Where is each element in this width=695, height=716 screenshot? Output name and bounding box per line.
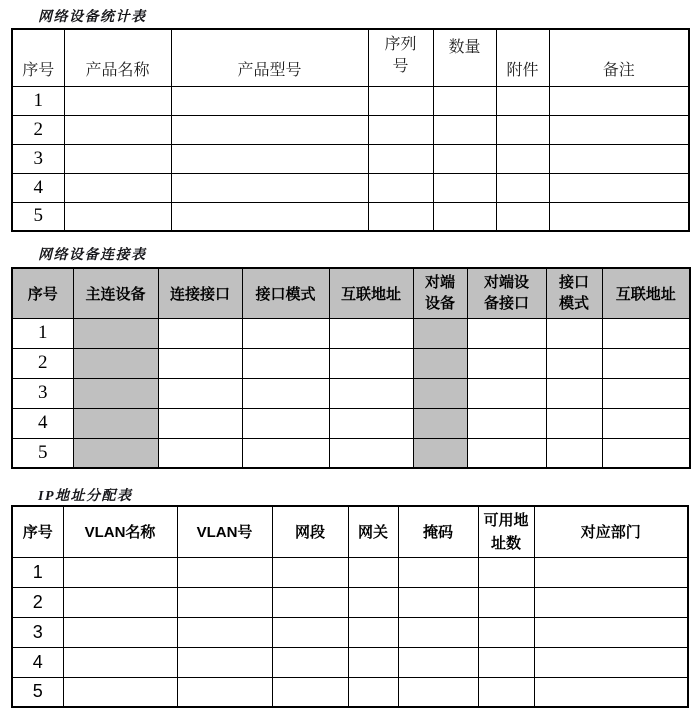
table-row [12, 408, 690, 438]
empty-cell [549, 86, 689, 115]
column-header-label: VLAN号 [196, 524, 253, 542]
empty-cell [398, 647, 478, 677]
column-header [272, 506, 348, 557]
empty-cell [272, 647, 348, 677]
empty-cell-shaded [73, 378, 158, 408]
empty-cell [177, 557, 272, 587]
column-header [177, 506, 272, 557]
empty-cell [348, 617, 398, 647]
empty-cell [433, 144, 496, 173]
empty-cell [534, 617, 688, 647]
row-number-cell: 4 [12, 173, 64, 202]
row-number-cell: 5 [12, 438, 73, 468]
column-header-label: 网段 [294, 524, 325, 542]
empty-cell [602, 378, 690, 408]
empty-cell [368, 202, 433, 231]
column-header [546, 268, 602, 318]
empty-cell [329, 318, 413, 348]
column-header [348, 506, 398, 557]
table-row [12, 202, 689, 231]
row-number-cell: 1 [12, 557, 63, 587]
empty-cell [171, 173, 368, 202]
table-row [12, 378, 690, 408]
column-header-label: 可用地址数 [483, 511, 529, 552]
column-header-label: 掩码 [422, 524, 453, 542]
column-header-label: 网关 [357, 524, 388, 542]
column-header [467, 268, 546, 318]
row-number-cell: 2 [12, 348, 73, 378]
column-header [433, 29, 496, 86]
table-title-device-stats: 网络设备统计表 [38, 10, 147, 25]
table-row [12, 587, 688, 617]
column-header [549, 29, 689, 86]
table-row [12, 173, 689, 202]
empty-cell-shaded [73, 408, 158, 438]
empty-cell-shaded [73, 318, 158, 348]
empty-cell [368, 173, 433, 202]
empty-cell [64, 173, 171, 202]
column-header [368, 29, 433, 86]
empty-cell [158, 408, 242, 438]
empty-cell [368, 144, 433, 173]
empty-cell [534, 647, 688, 677]
row-number-cell: 4 [12, 647, 63, 677]
column-header-label: 产品名称 [85, 61, 150, 79]
column-header [12, 29, 64, 86]
empty-cell [433, 202, 496, 231]
column-header [171, 29, 368, 86]
table-row [12, 617, 688, 647]
empty-cell [329, 378, 413, 408]
empty-cell [496, 202, 549, 231]
empty-cell [242, 348, 329, 378]
row-number-cell: 1 [12, 318, 73, 348]
column-header [413, 268, 467, 318]
empty-cell [63, 557, 177, 587]
table-row [12, 115, 689, 144]
empty-cell [242, 318, 329, 348]
empty-cell [398, 677, 478, 707]
empty-cell [496, 115, 549, 144]
column-header-label: 附件 [506, 61, 539, 79]
empty-cell [272, 587, 348, 617]
header-row [12, 506, 688, 557]
network-device-stats-table [11, 28, 690, 232]
empty-cell [433, 173, 496, 202]
row-number-cell: 2 [12, 587, 63, 617]
empty-cell [64, 86, 171, 115]
empty-cell [63, 647, 177, 677]
empty-cell [496, 173, 549, 202]
empty-cell [478, 557, 534, 587]
column-header-label: 对端设备 [424, 274, 455, 313]
row-number-cell: 4 [12, 408, 73, 438]
column-header [329, 268, 413, 318]
empty-cell [158, 348, 242, 378]
row-number-cell: 3 [12, 378, 73, 408]
empty-cell [602, 438, 690, 468]
table-row [12, 348, 690, 378]
empty-cell [496, 86, 549, 115]
empty-cell [64, 115, 171, 144]
empty-cell [272, 617, 348, 647]
column-header-label: 序号 [22, 524, 53, 542]
empty-cell [467, 438, 546, 468]
column-header [158, 268, 242, 318]
column-header-label: 序号 [22, 61, 55, 79]
table-row [12, 647, 688, 677]
column-header-label: 对应部门 [580, 524, 641, 542]
empty-cell [398, 617, 478, 647]
empty-cell [158, 318, 242, 348]
empty-cell [171, 202, 368, 231]
table-row [12, 144, 689, 173]
table-row [12, 557, 688, 587]
empty-cell [478, 677, 534, 707]
empty-cell [242, 408, 329, 438]
column-header-label: 产品型号 [237, 61, 302, 79]
column-header-label: 对端设备接口 [483, 274, 529, 313]
empty-cell-shaded [413, 348, 467, 378]
column-header-label: 备注 [602, 61, 635, 79]
column-header [242, 268, 329, 318]
empty-cell [496, 144, 549, 173]
column-header-label: 序列号 [384, 36, 417, 76]
column-header [64, 29, 171, 86]
empty-cell [433, 115, 496, 144]
empty-cell [63, 677, 177, 707]
network-device-connection-table [11, 267, 691, 469]
empty-cell [549, 144, 689, 173]
empty-cell [478, 647, 534, 677]
column-header [496, 29, 549, 86]
empty-cell [368, 86, 433, 115]
column-header [63, 506, 177, 557]
column-header [73, 268, 158, 318]
row-number-cell: 2 [12, 115, 64, 144]
column-header [534, 506, 688, 557]
ip-address-allocation-table [11, 505, 689, 708]
empty-cell [602, 318, 690, 348]
empty-cell [171, 115, 368, 144]
empty-cell [64, 202, 171, 231]
empty-cell [546, 438, 602, 468]
empty-cell [368, 115, 433, 144]
empty-cell [534, 587, 688, 617]
empty-cell [549, 115, 689, 144]
column-header [12, 268, 73, 318]
empty-cell [242, 438, 329, 468]
empty-cell [64, 144, 171, 173]
empty-cell [467, 408, 546, 438]
empty-cell-shaded [413, 378, 467, 408]
empty-cell [602, 408, 690, 438]
empty-cell [546, 348, 602, 378]
column-header-label: 接口模式 [255, 285, 316, 303]
empty-cell [398, 557, 478, 587]
empty-cell [546, 408, 602, 438]
row-number-cell: 5 [12, 202, 64, 231]
column-header [398, 506, 478, 557]
empty-cell [158, 438, 242, 468]
empty-cell [329, 348, 413, 378]
empty-cell [177, 617, 272, 647]
empty-cell [433, 86, 496, 115]
column-header-label: 互联地址 [615, 285, 676, 303]
empty-cell [549, 173, 689, 202]
header-row [12, 29, 689, 86]
empty-cell [63, 587, 177, 617]
table-row [12, 86, 689, 115]
column-header-label: 序号 [27, 285, 58, 303]
empty-cell [171, 86, 368, 115]
column-header [602, 268, 690, 318]
empty-cell [467, 348, 546, 378]
column-header-label: 互联地址 [340, 285, 401, 303]
empty-cell [177, 647, 272, 677]
row-number-cell: 5 [12, 677, 63, 707]
column-header-label: 接口模式 [558, 274, 589, 313]
empty-cell [348, 677, 398, 707]
row-number-cell: 3 [12, 144, 64, 173]
header-row [12, 268, 690, 318]
empty-cell [534, 557, 688, 587]
empty-cell [549, 202, 689, 231]
table-title-device-connections: 网络设备连接表 [38, 248, 147, 263]
table-row [12, 318, 690, 348]
empty-cell [329, 438, 413, 468]
column-header-label: 连接接口 [169, 285, 230, 303]
empty-cell [348, 647, 398, 677]
column-header-label: VLAN名称 [84, 524, 156, 542]
empty-cell [602, 348, 690, 378]
row-number-cell: 3 [12, 617, 63, 647]
empty-cell [272, 677, 348, 707]
empty-cell-shaded [73, 348, 158, 378]
column-header [12, 506, 63, 557]
empty-cell [272, 557, 348, 587]
empty-cell-shaded [413, 438, 467, 468]
empty-cell-shaded [73, 438, 158, 468]
empty-cell-shaded [413, 408, 467, 438]
table-row [12, 677, 688, 707]
empty-cell [467, 378, 546, 408]
row-number-cell: 1 [12, 86, 64, 115]
empty-cell [329, 408, 413, 438]
empty-cell [177, 587, 272, 617]
column-header [478, 506, 534, 557]
empty-cell [348, 557, 398, 587]
table-row [12, 438, 690, 468]
empty-cell [478, 617, 534, 647]
empty-cell-shaded [413, 318, 467, 348]
empty-cell [242, 378, 329, 408]
table-title-ip-allocation: IP地址分配表 [38, 489, 133, 504]
empty-cell [398, 587, 478, 617]
empty-cell [478, 587, 534, 617]
empty-cell [63, 617, 177, 647]
column-header-label: 数量 [448, 39, 481, 56]
column-header-label: 主连设备 [85, 285, 146, 303]
empty-cell [467, 318, 546, 348]
empty-cell [348, 587, 398, 617]
empty-cell [546, 318, 602, 348]
empty-cell [546, 378, 602, 408]
empty-cell [534, 677, 688, 707]
empty-cell [158, 378, 242, 408]
empty-cell [177, 677, 272, 707]
empty-cell [171, 144, 368, 173]
